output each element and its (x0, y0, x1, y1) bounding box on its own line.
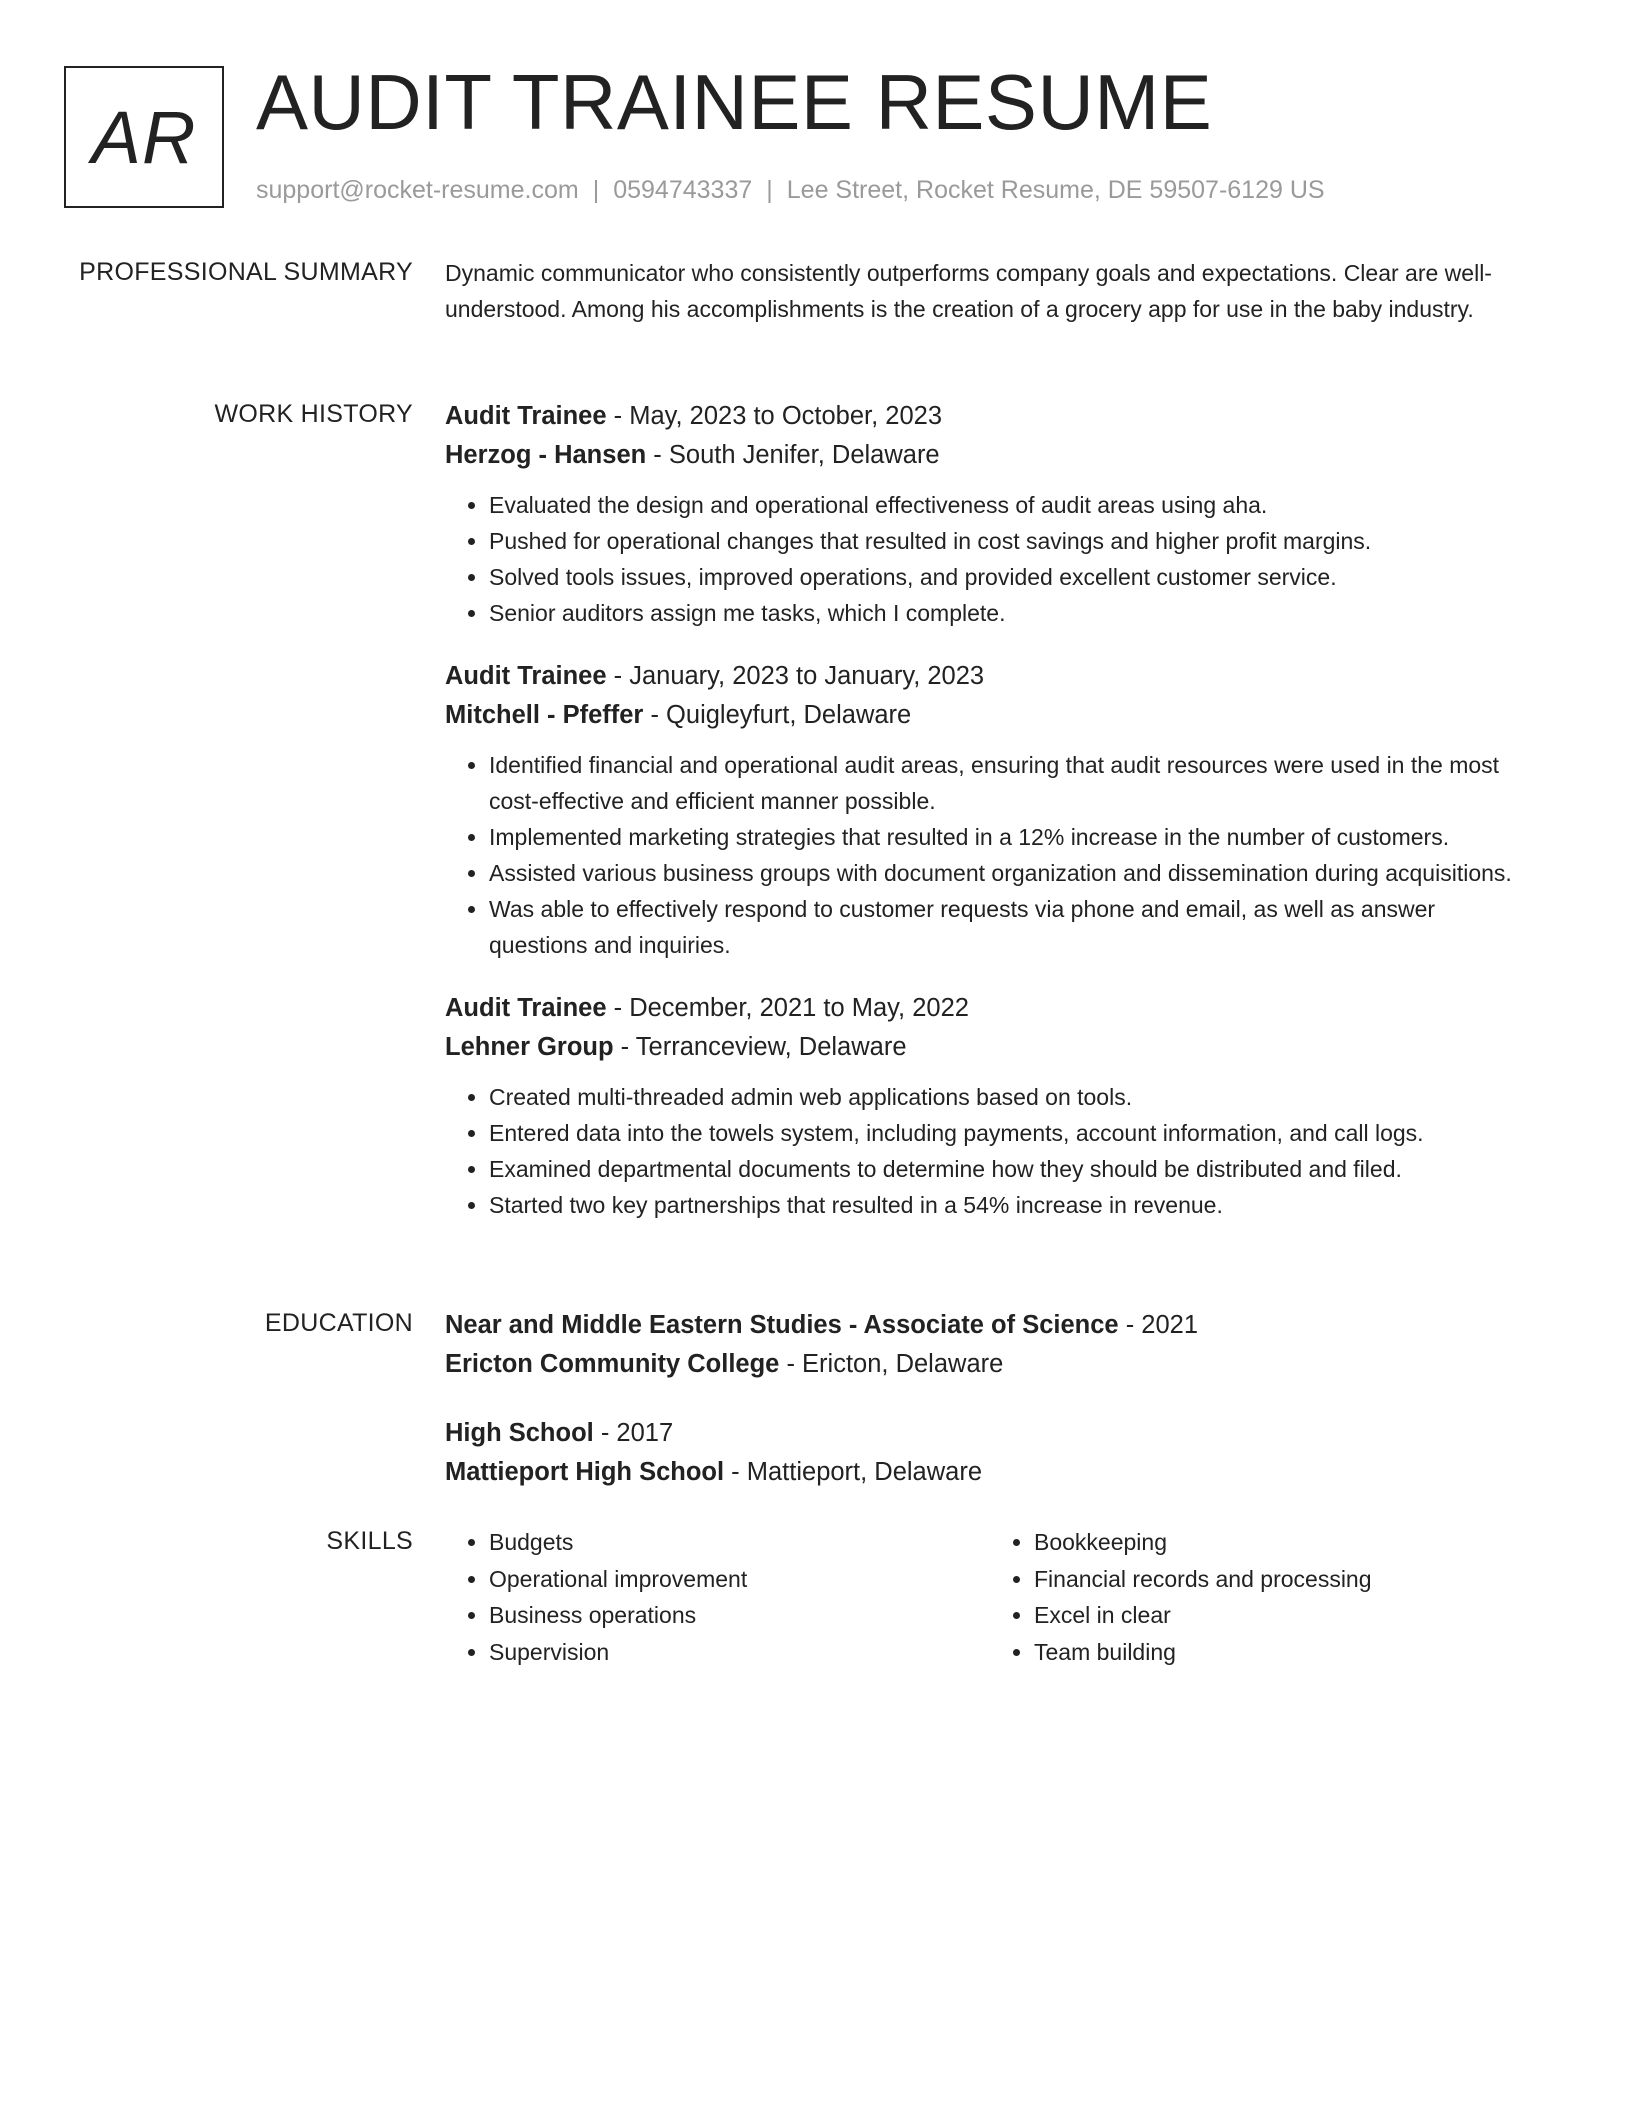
skill-item: • Budgets (489, 1524, 990, 1561)
job-bullet: • Solved tools issues, improved operations, and provided excellent customer service. (489, 559, 1535, 595)
summary-body (445, 255, 1535, 327)
job-bullets (445, 487, 1535, 631)
skill-item: • Operational improvement (489, 1561, 990, 1598)
education-body (445, 1306, 1535, 1518)
skill-item: • Supervision (489, 1634, 990, 1671)
education-degree: High School (445, 1419, 594, 1447)
education-school-line: Mattieport High School - Mattieport, Delaware (445, 1458, 983, 1486)
job-company: Lehner Group (445, 1033, 614, 1061)
job-entry (445, 657, 1535, 963)
education-entry (445, 1306, 1535, 1384)
education-school: Ericton Community College (445, 1350, 780, 1378)
job-bullet: • Senior auditors assign me tasks, which I complete. (489, 595, 1535, 631)
job-entry (445, 989, 1535, 1223)
education-school-line: Ericton Community College - Ericton, Delaware (445, 1350, 1004, 1378)
job-title-line: Audit Trainee - December, 2021 to May, 2022 (445, 994, 969, 1022)
contact-line (256, 174, 1325, 206)
education-entry (445, 1414, 1535, 1492)
education-degree-line: High School - 2017 (445, 1419, 674, 1447)
work-history-body (445, 397, 1535, 1249)
section-label-skills: SKILLS (326, 1527, 413, 1555)
job-title-line: Audit Trainee - January, 2023 to January, 2023 (445, 662, 985, 690)
skill-item: • Bookkeeping (1034, 1524, 1535, 1561)
education-degree-line: Near and Middle Eastern Studies - Associate of Science - 2021 (445, 1311, 1199, 1339)
contact-address: Lee Street, Rocket Resume, DE 59507-6129 US (786, 176, 1325, 204)
job-bullet: • Identified financial and operational audit areas, ensuring that audit resources were used in the most cost-effective and efficient manner possible. (489, 747, 1535, 819)
job-bullet: • Pushed for operational changes that resulted in cost savings and higher profit margins. (489, 523, 1535, 559)
contact-separator: | (766, 176, 773, 204)
job-title: Audit Trainee (445, 402, 607, 430)
job-dates: January, 2023 to January, 2023 (629, 662, 985, 690)
education-location: Ericton, Delaware (802, 1350, 1004, 1378)
job-company-line: Lehner Group - Terranceview, Delaware (445, 1033, 907, 1061)
education-degree: Near and Middle Eastern Studies - Associate of Science (445, 1311, 1119, 1339)
job-title-line: Audit Trainee - May, 2023 to October, 2023 (445, 402, 943, 430)
skills-list-right (990, 1524, 1535, 1670)
job-title: Audit Trainee (445, 662, 607, 690)
job-bullet: • Entered data into the towels system, including payments, account information, and call logs. (489, 1115, 1535, 1151)
education-location: Mattieport, Delaware (746, 1458, 983, 1486)
job-location: Quigleyfurt, Delaware (666, 701, 912, 729)
job-location: Terranceview, Delaware (635, 1033, 907, 1061)
job-company: Herzog - Hansen (445, 441, 647, 469)
job-bullets (445, 747, 1535, 963)
job-entry (445, 397, 1535, 631)
job-company: Mitchell - Pfeffer (445, 701, 644, 729)
skills-body (445, 1524, 1535, 1670)
education-school: Mattieport High School (445, 1458, 725, 1486)
skill-item: • Business operations (489, 1597, 990, 1634)
monogram-logo: AR (64, 66, 224, 208)
summary-text: Dynamic communicator who consistently outperforms company goals and expectations. Clear are well-understood. Among his accomplishments is the creation of a grocery app for use in the baby industry. (445, 260, 1492, 322)
job-dates: May, 2023 to October, 2023 (629, 402, 943, 430)
contact-separator: | (592, 176, 600, 204)
contact-phone[interactable]: 0594743337 (613, 176, 753, 204)
job-bullet: • Examined departmental documents to determine how they should be distributed and filed. (489, 1151, 1535, 1187)
job-title: Audit Trainee (445, 994, 607, 1022)
resume-title: AUDIT TRAINEE RESUME (256, 58, 1213, 146)
section-label-education: EDUCATION (264, 1309, 413, 1337)
job-bullet: • Assisted various business groups with document organization and dissemination during acquisitions. (489, 855, 1535, 891)
job-company-line: Herzog - Hansen - South Jenifer, Delaware (445, 441, 940, 469)
section-label-summary: PROFESSIONAL SUMMARY (79, 258, 413, 286)
job-company-line: Mitchell - Pfeffer - Quigleyfurt, Delaware (445, 701, 912, 729)
skills-list-left (445, 1524, 990, 1670)
job-location: South Jenifer, Delaware (668, 441, 940, 469)
skill-item: • Financial records and processing (1034, 1561, 1535, 1598)
job-bullet: • Created multi-threaded admin web applications based on tools. (489, 1079, 1535, 1115)
skill-item: • Excel in clear (1034, 1597, 1535, 1634)
education-year: 2017 (616, 1419, 674, 1447)
job-bullets (445, 1079, 1535, 1223)
skills-columns (445, 1524, 1535, 1670)
skill-item: • Team building (1034, 1634, 1535, 1671)
contact-email[interactable]: support@rocket-resume.com (256, 176, 579, 204)
education-year: 2021 (1141, 1311, 1199, 1339)
job-bullet: • Started two key partnerships that resulted in a 54% increase in revenue. (489, 1187, 1535, 1223)
job-bullet: • Implemented marketing strategies that resulted in a 12% increase in the number of customers. (489, 819, 1535, 855)
job-bullet: • Evaluated the design and operational effectiveness of audit areas using aha. (489, 487, 1535, 523)
section-label-work: WORK HISTORY (214, 400, 413, 428)
job-dates: December, 2021 to May, 2022 (629, 994, 969, 1022)
job-bullet: • Was able to effectively respond to customer requests via phone and email, as well as answer questions and inquiries. (489, 891, 1535, 963)
